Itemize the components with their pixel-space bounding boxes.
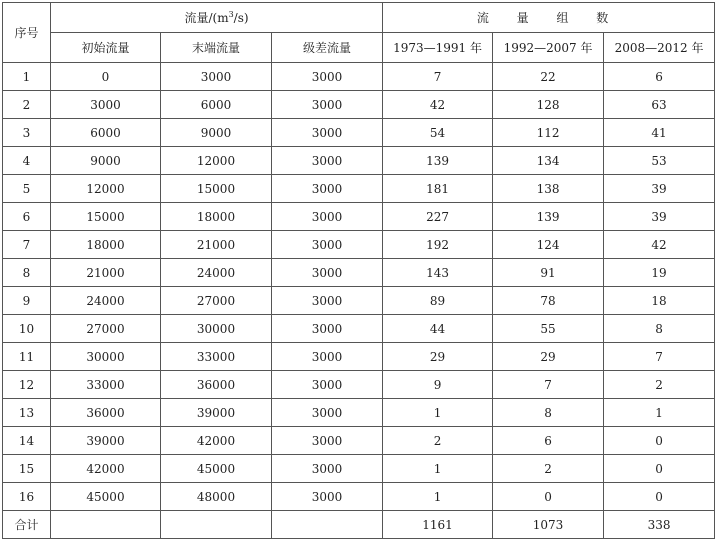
start-flow-cell: 12000 [51, 175, 161, 203]
row-index-cell: 6 [3, 203, 51, 231]
total-value-1973-1991: 1161 [383, 511, 493, 539]
row-index-cell: 2 [3, 91, 51, 119]
count-1973-1991-cell: 44 [383, 315, 493, 343]
start-flow-cell: 21000 [51, 259, 161, 287]
count-2008-2012-cell: 0 [604, 455, 715, 483]
count-1973-1991-cell: 7 [383, 63, 493, 91]
table-row [3, 455, 715, 483]
count-1973-1991-cell: 54 [383, 119, 493, 147]
step-flow-cell: 3000 [272, 91, 383, 119]
end-flow-cell: 6000 [161, 91, 272, 119]
count-1992-2007-cell: 139 [493, 203, 604, 231]
count-1973-1991-cell: 181 [383, 175, 493, 203]
step-flow-cell: 3000 [272, 203, 383, 231]
step-flow-cell: 3000 [272, 287, 383, 315]
start-flow-cell: 42000 [51, 455, 161, 483]
count-2008-2012-cell: 2 [604, 371, 715, 399]
table-row [3, 399, 715, 427]
header-period-2008-2012: 2008—2012 年 [604, 33, 715, 63]
total-empty-cell [161, 511, 272, 539]
end-flow-cell: 36000 [161, 371, 272, 399]
count-2008-2012-cell: 0 [604, 427, 715, 455]
header-period-1992-2007: 1992—2007 年 [493, 33, 604, 63]
end-flow-cell: 48000 [161, 483, 272, 511]
start-flow-cell: 15000 [51, 203, 161, 231]
count-1992-2007-cell: 138 [493, 175, 604, 203]
table-row [3, 203, 715, 231]
table-row [3, 119, 715, 147]
count-2008-2012-cell: 0 [604, 483, 715, 511]
count-1992-2007-cell: 29 [493, 343, 604, 371]
start-flow-cell: 6000 [51, 119, 161, 147]
step-flow-cell: 3000 [272, 343, 383, 371]
start-flow-cell: 45000 [51, 483, 161, 511]
end-flow-cell: 39000 [161, 399, 272, 427]
count-2008-2012-cell: 18 [604, 287, 715, 315]
row-index-cell: 13 [3, 399, 51, 427]
count-1973-1991-cell: 9 [383, 371, 493, 399]
total-value-1992-2007: 1073 [493, 511, 604, 539]
count-2008-2012-cell: 7 [604, 343, 715, 371]
count-1992-2007-cell: 124 [493, 231, 604, 259]
header-flow-sup: 3 [228, 10, 234, 19]
step-flow-cell: 3000 [272, 63, 383, 91]
start-flow-cell: 39000 [51, 427, 161, 455]
start-flow-cell: 18000 [51, 231, 161, 259]
table-row [3, 427, 715, 455]
header-step-flow: 级差流量 [272, 33, 383, 63]
count-2008-2012-cell: 63 [604, 91, 715, 119]
count-2008-2012-cell: 6 [604, 63, 715, 91]
count-1992-2007-cell: 55 [493, 315, 604, 343]
table-row [3, 91, 715, 119]
header-end-flow: 末端流量 [161, 33, 272, 63]
count-1973-1991-cell: 89 [383, 287, 493, 315]
table-row [3, 63, 715, 91]
end-flow-cell: 9000 [161, 119, 272, 147]
end-flow-cell: 33000 [161, 343, 272, 371]
header-count-group: 流 量 组 数 [383, 3, 715, 33]
count-2008-2012-cell: 41 [604, 119, 715, 147]
count-1973-1991-cell: 192 [383, 231, 493, 259]
row-index-cell: 14 [3, 427, 51, 455]
header-row-1 [3, 3, 715, 33]
count-2008-2012-cell: 42 [604, 231, 715, 259]
header-index: 序号 [3, 3, 51, 63]
header-row-2 [3, 33, 715, 63]
count-1973-1991-cell: 1 [383, 455, 493, 483]
row-index-cell: 10 [3, 315, 51, 343]
end-flow-cell: 18000 [161, 203, 272, 231]
row-index-cell: 8 [3, 259, 51, 287]
count-2008-2012-cell: 1 [604, 399, 715, 427]
row-index-cell: 7 [3, 231, 51, 259]
end-flow-cell: 3000 [161, 63, 272, 91]
row-index-cell: 11 [3, 343, 51, 371]
step-flow-cell: 3000 [272, 371, 383, 399]
end-flow-cell: 27000 [161, 287, 272, 315]
end-flow-cell: 15000 [161, 175, 272, 203]
count-1973-1991-cell: 227 [383, 203, 493, 231]
step-flow-cell: 3000 [272, 427, 383, 455]
step-flow-cell: 3000 [272, 119, 383, 147]
row-index-cell: 5 [3, 175, 51, 203]
count-2008-2012-cell: 39 [604, 175, 715, 203]
count-2008-2012-cell: 8 [604, 315, 715, 343]
step-flow-cell: 3000 [272, 483, 383, 511]
start-flow-cell: 33000 [51, 371, 161, 399]
count-1992-2007-cell: 7 [493, 371, 604, 399]
start-flow-cell: 27000 [51, 315, 161, 343]
step-flow-cell: 3000 [272, 147, 383, 175]
count-1992-2007-cell: 134 [493, 147, 604, 175]
step-flow-cell: 3000 [272, 399, 383, 427]
table-row [3, 343, 715, 371]
table-row [3, 483, 715, 511]
count-2008-2012-cell: 19 [604, 259, 715, 287]
step-flow-cell: 3000 [272, 455, 383, 483]
row-index-cell: 4 [3, 147, 51, 175]
total-empty-cell [272, 511, 383, 539]
end-flow-cell: 12000 [161, 147, 272, 175]
count-1992-2007-cell: 128 [493, 91, 604, 119]
count-1992-2007-cell: 2 [493, 455, 604, 483]
count-1973-1991-cell: 29 [383, 343, 493, 371]
table-row [3, 315, 715, 343]
header-flow-text: 流量/(m [184, 11, 229, 25]
header-start-flow: 初始流量 [51, 33, 161, 63]
table-row [3, 287, 715, 315]
row-index-cell: 9 [3, 287, 51, 315]
row-index-cell: 12 [3, 371, 51, 399]
start-flow-cell: 9000 [51, 147, 161, 175]
table-row [3, 371, 715, 399]
end-flow-cell: 42000 [161, 427, 272, 455]
header-flow-group [51, 3, 383, 33]
row-index-cell: 1 [3, 63, 51, 91]
count-1973-1991-cell: 143 [383, 259, 493, 287]
row-index-cell: 3 [3, 119, 51, 147]
count-1973-1991-cell: 42 [383, 91, 493, 119]
row-index-cell: 16 [3, 483, 51, 511]
start-flow-cell: 24000 [51, 287, 161, 315]
end-flow-cell: 24000 [161, 259, 272, 287]
step-flow-cell: 3000 [272, 259, 383, 287]
count-1973-1991-cell: 139 [383, 147, 493, 175]
count-1992-2007-cell: 91 [493, 259, 604, 287]
count-1992-2007-cell: 78 [493, 287, 604, 315]
table-row [3, 231, 715, 259]
start-flow-cell: 3000 [51, 91, 161, 119]
header-flow-tail: /s) [233, 11, 249, 25]
row-index-cell: 15 [3, 455, 51, 483]
table-row [3, 259, 715, 287]
total-row [3, 511, 715, 539]
count-1973-1991-cell: 1 [383, 399, 493, 427]
start-flow-cell: 36000 [51, 399, 161, 427]
table-body [3, 63, 715, 539]
total-value-2008-2012: 338 [604, 511, 715, 539]
count-1992-2007-cell: 8 [493, 399, 604, 427]
header-period-1973-1991: 1973—1991 年 [383, 33, 493, 63]
count-1973-1991-cell: 2 [383, 427, 493, 455]
count-1992-2007-cell: 6 [493, 427, 604, 455]
total-empty-cell [51, 511, 161, 539]
start-flow-cell: 30000 [51, 343, 161, 371]
step-flow-cell: 3000 [272, 231, 383, 259]
end-flow-cell: 45000 [161, 455, 272, 483]
count-1992-2007-cell: 0 [493, 483, 604, 511]
step-flow-cell: 3000 [272, 175, 383, 203]
count-2008-2012-cell: 53 [604, 147, 715, 175]
count-1992-2007-cell: 22 [493, 63, 604, 91]
count-1973-1991-cell: 1 [383, 483, 493, 511]
count-1992-2007-cell: 112 [493, 119, 604, 147]
end-flow-cell: 30000 [161, 315, 272, 343]
total-label: 合计 [3, 511, 51, 539]
table-row [3, 147, 715, 175]
count-2008-2012-cell: 39 [604, 203, 715, 231]
start-flow-cell: 0 [51, 63, 161, 91]
step-flow-cell: 3000 [272, 315, 383, 343]
end-flow-cell: 21000 [161, 231, 272, 259]
table-row [3, 175, 715, 203]
flow-statistics-table [2, 2, 715, 539]
